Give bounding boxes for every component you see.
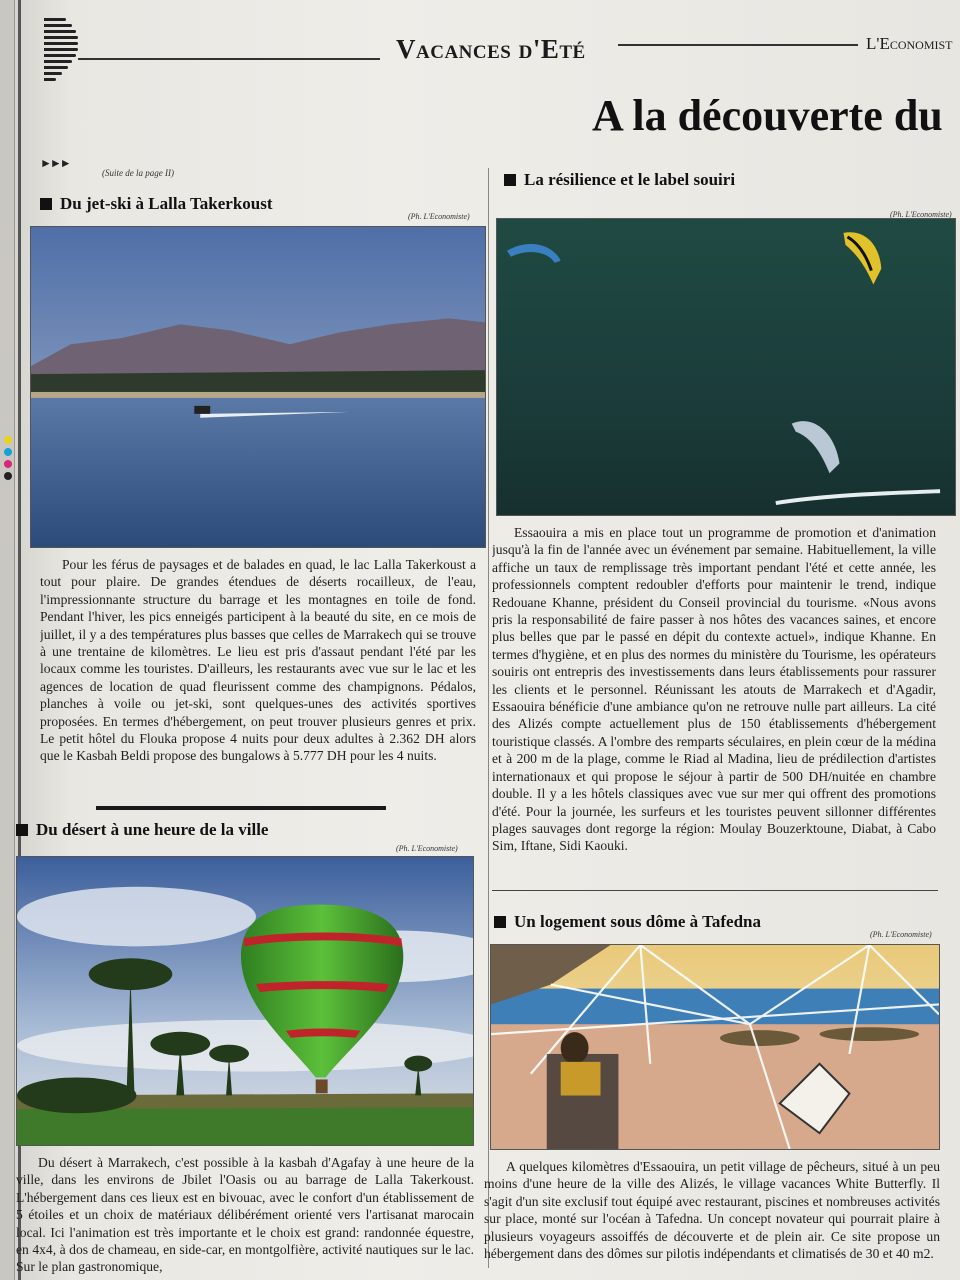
photo-hot-air-balloon: [16, 856, 474, 1146]
bullet-square-icon: [40, 198, 52, 210]
section-title: Vacances d'Eté: [396, 34, 586, 64]
article-heading-jetski: [40, 194, 273, 214]
article-title-desert: Du désert à une heure de la ville: [36, 820, 269, 839]
column-divider: [488, 168, 489, 1268]
article-separator-thin: [492, 890, 938, 891]
photo-dome-beach: [490, 944, 940, 1150]
article-title-souiri: La résilience et le label souiri: [524, 170, 736, 189]
print-color-marks: [4, 436, 12, 484]
header-rule-right: [618, 44, 858, 46]
article-separator: [96, 806, 386, 810]
masthead: L'Economist: [866, 34, 953, 53]
continued-arrows-icon: ►►►: [40, 156, 70, 170]
bullet-square-icon: [494, 916, 506, 928]
article-title-jetski: Du jet-ski à Lalla Takerkoust: [60, 194, 273, 213]
page-headline: A la découverte du: [592, 91, 943, 140]
photo-credit-jetski: (Ph. L'Economiste): [408, 212, 470, 221]
header-rule-left: [78, 58, 380, 60]
article-heading-souiri: [504, 170, 735, 190]
bullet-square-icon: [16, 824, 28, 836]
section-logo-icon: [44, 18, 78, 90]
photo-kitesurf: [496, 218, 956, 516]
article-heading-desert: [16, 820, 268, 840]
article-body-desert: Du désert à Marrakech, c'est possible à la kasbah d'Agafay à une heure de la ville, dans les environs de Jbilet l'Oasis ou au barrage de Lalla Takerkoust. L'hébergement dans ces lieux est en bivouac, avec le confort d'un établissement de 5 étoiles et un choix de matériaux délibérément orienté vers l'artisanat marocain local. Ici l'animation est très importante et le choix est grand: randonnée équestre, en 4x4, à dos de chameau, en side-car, en montgolfière, activité nautiques sur le lac. Sur le plan gastronomique,: [16, 1155, 474, 1275]
bullet-square-icon: [504, 174, 516, 186]
article-heading-dome: [494, 912, 761, 932]
photo-credit-dome: (Ph. L'Economiste): [870, 930, 932, 939]
article-body-jetski: Pour les férus de paysages et de balades en quad, le lac Lalla Takerkoust a tout pour plaire. De grandes étendues de déserts rocailleux, de l'eau, l'impressionnante structure du barrage et les montagnes en toile de fond. Pendant l'hiver, les pics enneigés participent à la beauté du site, en ce mois de juillet, il y a des températures plus basses que celles de Marrakech qui se trouve à une trentaine de kilomètres. Le lieu est pris d'assaut pendant l'été par les locaux comme les touristes. D'ailleurs, les restaurants avec vue sur le lac et les agences de location de quad fleurissent comme des champignons. Pédalos, planches à voile ou jet-ski, sont quelques-unes des activités sportives proposées. En termes d'hébergement, on peut trouver plusieurs genres et prix. Le petit hôtel du Flouka propose 4 nuits pour deux adultes à 2.362 DH alors que le Kasbah Beldi propose des bungalows à 5.777 DH pour les 4 nuits.: [40, 557, 476, 764]
continued-note: (Suite de la page II): [102, 168, 174, 178]
photo-credit-souiri: (Ph. L'Economiste): [890, 210, 952, 219]
article-body-dome: A quelques kilomètres d'Essaouira, un petit village de pêcheurs, situé à un peu moins d'une heure de la ville des Alizés, le village vacances White Butterfly. Il s'agit d'un site exclusif tout équipé avec restaurant, piscines et nombreuses activités sur place, monté sur l'océan à Tafedna. Un concept novateur qui pourrait plaire à plusieurs voyageurs assoiffés de découverte et de plein air. Ce site propose un hébergement dans des dômes sur pilotis indépendants et climatisés de 30 et 40 m2.: [484, 1159, 940, 1262]
photo-lake-jetski: [30, 226, 486, 548]
photo-credit-desert: (Ph. L'Economiste): [396, 844, 458, 853]
article-title-dome: Un logement sous dôme à Tafedna: [514, 912, 762, 931]
article-body-souiri: Essaouira a mis en place tout un programme de promotion et d'animation jusqu'à la fin de l'année avec un événement par semaine. Habituellement, la ville affiche un taux de remplissage très important pendant l'été et cette année, les professionnels comptent redoubler d'efforts pour maintenir le trend, indique Redouane Khanne, président du Conseil provincial du tourisme. «Nous avons pris la responsabilité de faire passer à nos hôtes des vacances saines, et encore plus belles que par le passé en dépit du contexte actuel», indique Khanne. En termes d'hygiène, et en plus des normes du ministère du Tourisme, les opérateurs souiris ont entrepris des investissements dans leurs établissements pour rassurer les clients et le personnel. Réunissant les atouts de Marrakech et d'Agadir, Essaouira bénéficie d'une ambiance qu'on ne retrouve nulle part ailleurs. La cité des Alizés compte actuellement plus de 150 établissements d'hébergement touristique classés. A l'ombre des remparts séculaires, en plein cœur de la médina et à 200 m de la plage, comme le Riad al Madina, lieu de prédilection d'artistes internationaux et qui propose le séjour à partir de 500 DH/nuitée en chambre double. Il y a les hôtels classiques avec vue sur mer qui offrent des promotions d'été. Pour la journée, les surfeurs et les touristes peuvent sillonner différentes plages sauvages dont regorge la région: Moulay Bouzerktoune, Diabat, à Cabo Sim, Iftane, Sidi Kaouki.: [492, 525, 936, 854]
